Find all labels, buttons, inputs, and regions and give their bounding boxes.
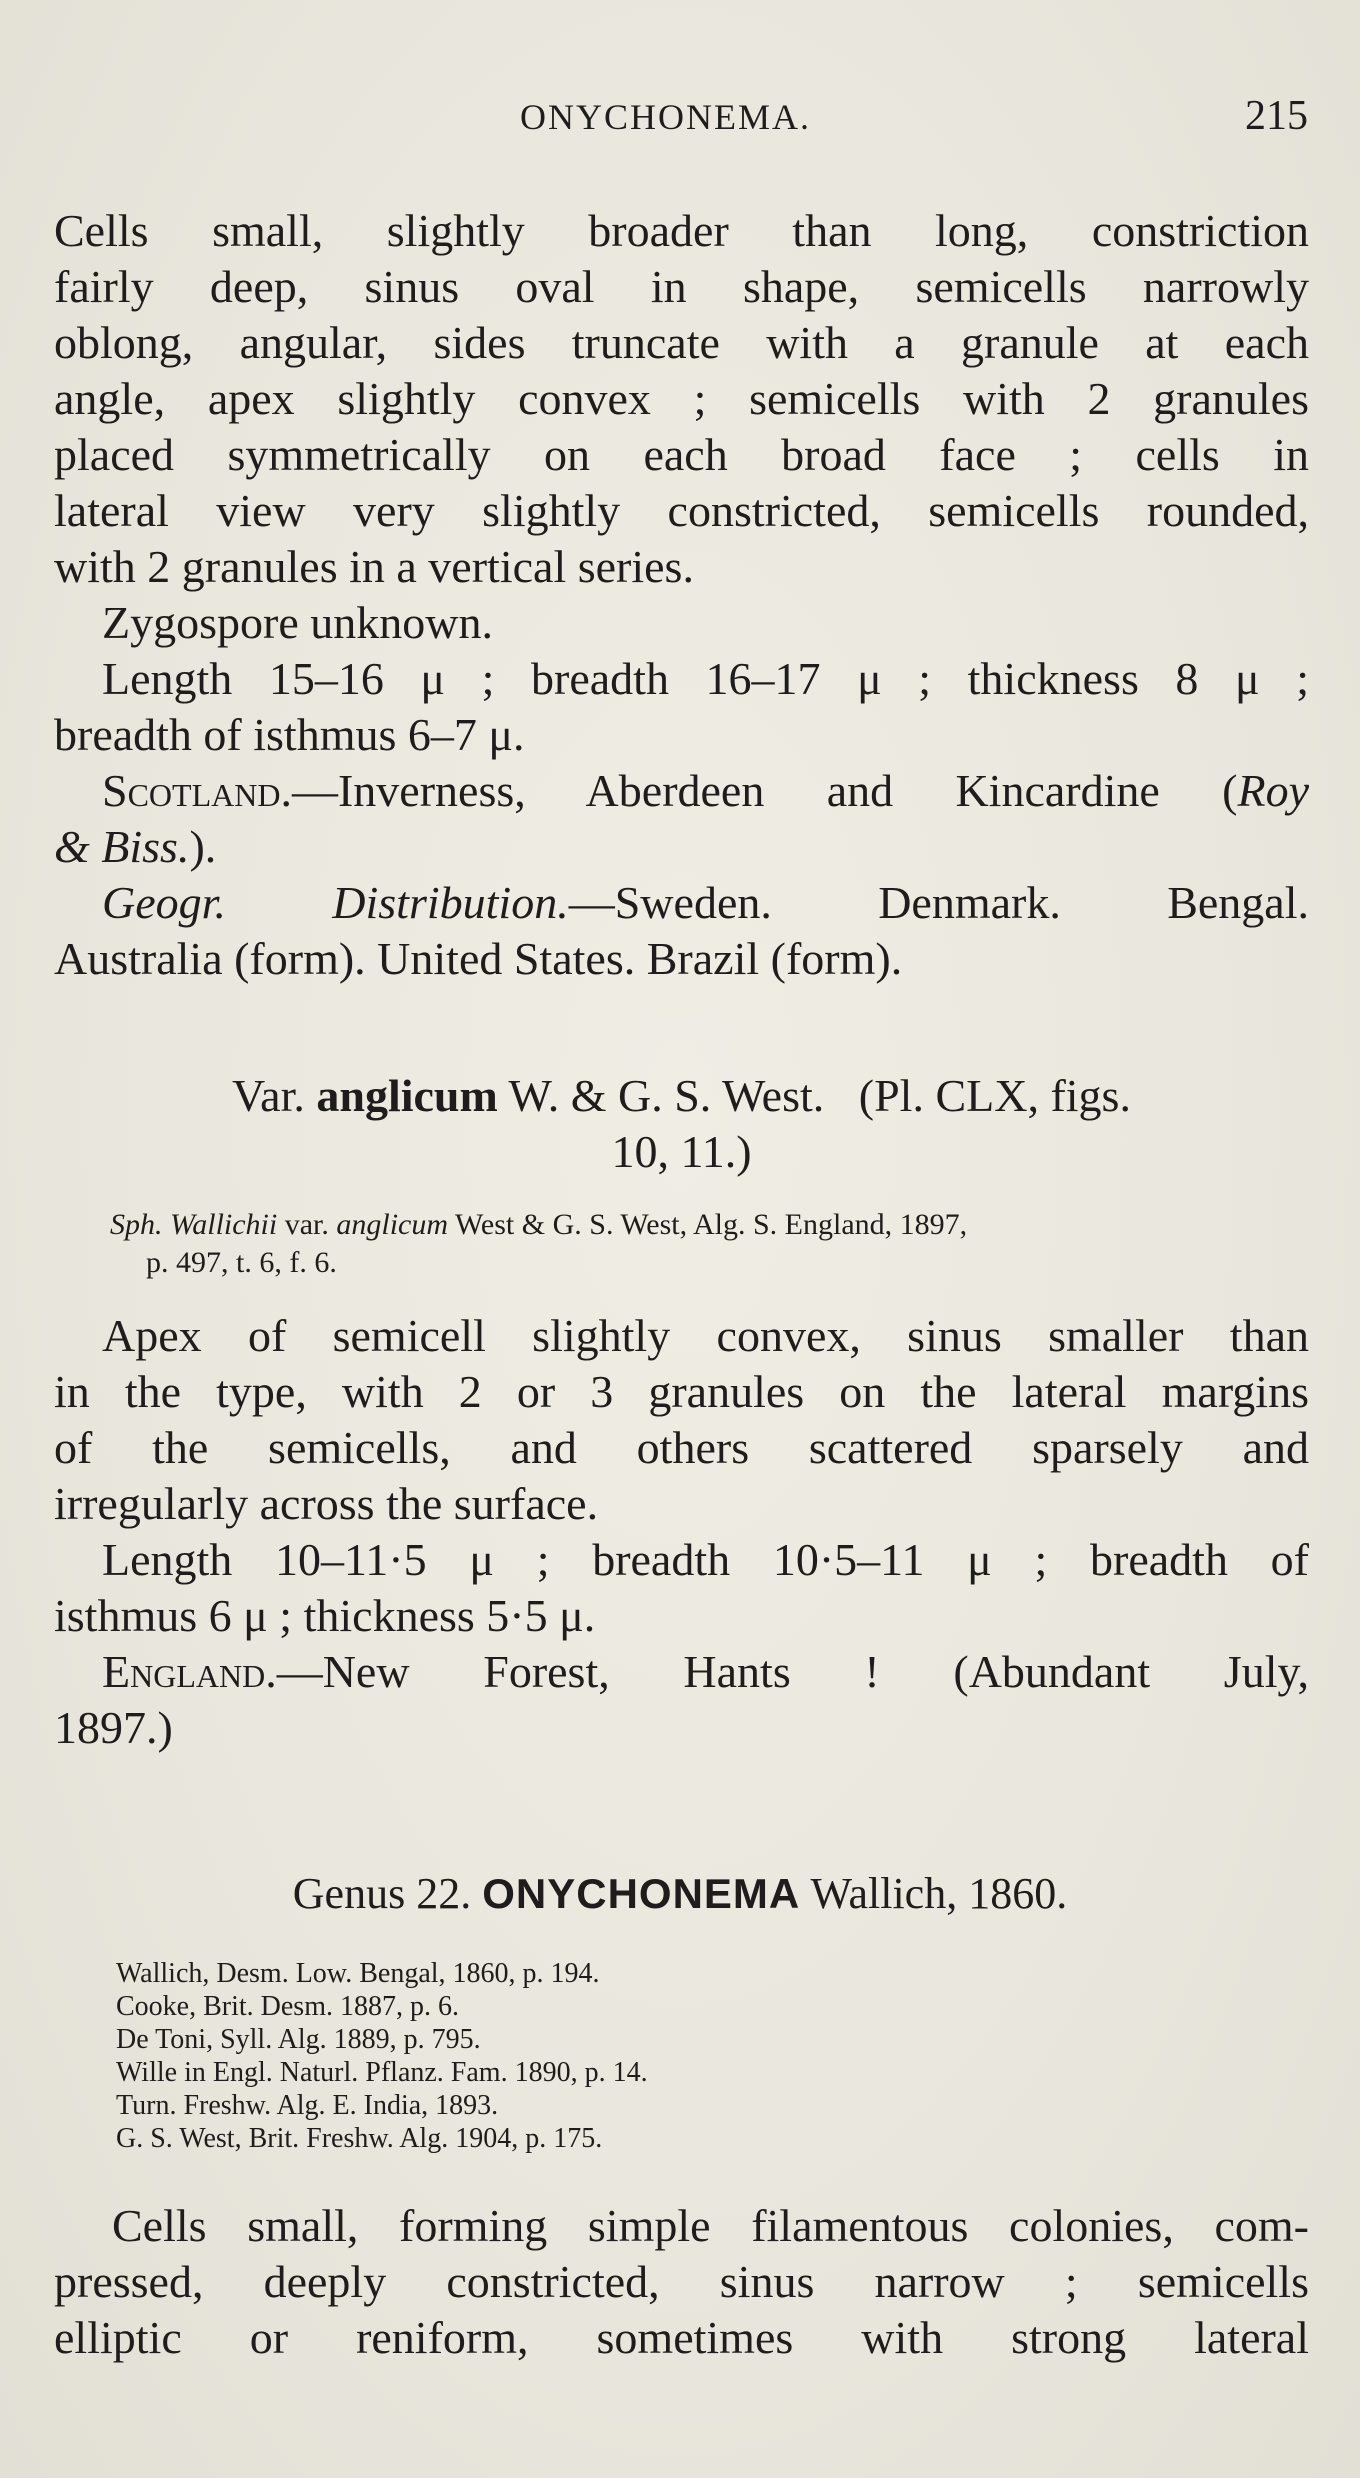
locality-line [54, 1644, 1309, 1700]
running-title: ONYCHONEMA. [520, 97, 811, 137]
distribution-line: Australia (form). United States. Brazil (form). [54, 933, 903, 984]
locality-close: ). [189, 821, 217, 872]
variety-name: anglicum [316, 1070, 498, 1121]
distribution-label: Geogr. Distribution. [102, 877, 569, 928]
description-line: Cells small, slightly broader than long, constriction [54, 205, 1309, 256]
measurements-line: Length 10–11·5 μ ; breadth 10·5–11 μ ; breadth of [102, 1534, 1309, 1585]
locality-authority: & Biss. [54, 821, 190, 872]
locality-text: —Inverness, Aberdeen and Kincardine ( [291, 765, 1238, 816]
plate-reference: 10, 11.) [611, 1126, 752, 1177]
reference-item: De Toni, Syll. Alg. 1889, p. 795. [116, 2024, 481, 2055]
genus-name: ONYCHONEMA [482, 1870, 801, 1917]
genus-authority: Wallich, 1860. [810, 1869, 1068, 1918]
variety-heading [54, 1068, 1309, 1180]
locality-label: Scotland. [102, 765, 292, 816]
synonym-line [110, 1206, 1320, 1244]
synonym-reference [110, 1206, 1320, 1282]
locality-line: 1897.) [54, 1702, 173, 1753]
variety-title-line [54, 1068, 1309, 1124]
measurements-line: Length 15–16 μ ; breadth 16–17 μ ; thickness 8 μ ; [102, 653, 1309, 704]
variety-prefix: Var. [232, 1070, 305, 1121]
distribution-text: —Sweden. Denmark. Bengal. [568, 877, 1309, 928]
locality-line [54, 819, 1309, 875]
page-header [0, 92, 1360, 152]
description-line: Apex of semicell slightly convex, sinus smaller than [102, 1310, 1309, 1361]
genus-heading [0, 1866, 1360, 1922]
description-line: in the type, with 2 or 3 granules on the lateral margins [54, 1366, 1309, 1417]
synonym-rank: var. [284, 1208, 329, 1241]
variety-authority: W. & G. S. West. [508, 1070, 825, 1121]
description-line: fairly deep, sinus oval in shape, semicells narrowly [54, 261, 1309, 312]
zygospore-note: Zygospore unknown. [102, 597, 493, 648]
locality-authority: Roy [1237, 765, 1309, 816]
variety-description [54, 1308, 1309, 1756]
synonym-genus: Sph. Wallichii [110, 1208, 278, 1241]
description-line: irregularly across the surface. [54, 1478, 599, 1529]
locality-text: —New Forest, Hants ! (Abundant July, [276, 1646, 1309, 1697]
description-line: angle, apex slightly convex ; semicells with 2 granules [54, 373, 1309, 424]
description-line: pressed, deeply constricted, sinus narrow ; semicells [54, 2256, 1309, 2307]
page-number: 215 [1245, 93, 1308, 139]
reference-item: Turn. Freshw. Alg. E. India, 1893. [116, 2090, 499, 2121]
genus-description [54, 2198, 1309, 2366]
reference-item: Cooke, Brit. Desm. 1887, p. 6. [116, 1991, 459, 2022]
reference-item: Wallich, Desm. Low. Bengal, 1860, p. 194. [116, 1958, 600, 1989]
distribution-line [54, 875, 1309, 931]
description-line: Cells small, forming simple filamentous colonies, com- [112, 2200, 1309, 2251]
synonym-citation: West & G. S. West, Alg. S. England, 1897, [455, 1208, 968, 1241]
reference-item: Wille in Engl. Naturl. Pflanz. Fam. 1890, p. 14. [116, 2057, 648, 2088]
genus-prefix: Genus 22. [292, 1869, 472, 1918]
synonym-line: p. 497, t. 6, f. 6. [146, 1246, 337, 1279]
reference-item: G. S. West, Brit. Freshw. Alg. 1904, p. 175. [116, 2123, 603, 2154]
description-line: oblong, angular, sides truncate with a granule at each [54, 317, 1309, 368]
plate-reference: (Pl. CLX, figs. [858, 1070, 1131, 1121]
locality-label: England. [102, 1646, 277, 1697]
genus-references [116, 1957, 1016, 2155]
description-line: lateral view very slightly constricted, semicells rounded, [54, 485, 1309, 536]
description-line: placed symmetrically on each broad face ; cells in [54, 429, 1309, 480]
synonym-name: anglicum [336, 1208, 449, 1241]
measurements-line: breadth of isthmus 6–7 μ. [54, 709, 525, 760]
measurements-line: isthmus 6 μ ; thickness 5·5 μ. [54, 1590, 596, 1641]
description-line: of the semicells, and others scattered sparsely and [54, 1422, 1309, 1473]
locality-line [54, 763, 1309, 819]
species-description [54, 203, 1309, 987]
description-line: elliptic or reniform, sometimes with strong lateral [54, 2312, 1309, 2363]
description-line: with 2 granules in a vertical series. [54, 541, 694, 592]
